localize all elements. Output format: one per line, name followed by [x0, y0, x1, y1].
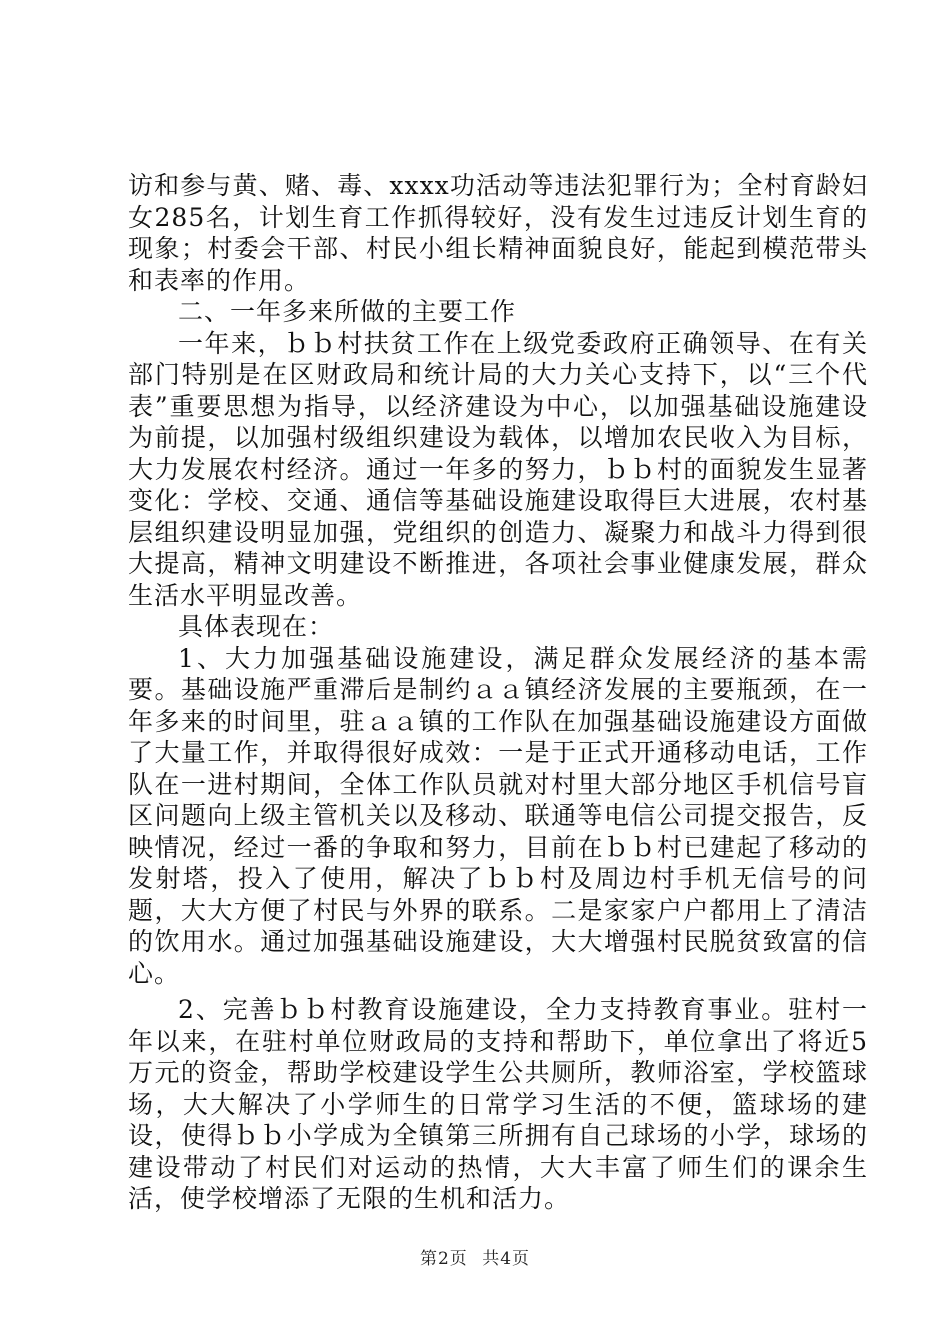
paragraph-continuation: 访和参与黄、赌、毒、xxxx功活动等违法犯罪行为；全村育龄妇女285名，计划生育工作抓得较好，没有发生过违反计划生育的现象；村委会干部、村民小组长精神面貌良好，能起到模范带头和表率的作用。 — [128, 171, 868, 295]
page-number: 第2页 — [419, 1249, 468, 1269]
section-heading: 二、一年多来所做的主要工作 — [178, 297, 517, 326]
page-footer — [0, 1244, 950, 1269]
page-total: 共4页 — [482, 1249, 531, 1269]
paragraph-infrastructure: 1、大力加强基础设施建设，满足群众发展经济的基本需要。基础设施严重滞后是制约ａａ镇经济发展的主要瓶颈，在一年多来的时间里，驻ａａ镇的工作队在加强基础设施建设方面做了大量工作，并取得很好成效：一是于正式开通移动电话，工作队在一进村期间，全体工作队员就对村里大部分地区手机信号盲区问题向上级主管机关以及移动、联通等电信公司提交报告，反映情况，经过一番的争取和努力，目前在ｂｂ村已建起了移动的发射塔，投入了使用，解决了ｂｂ村及周边村手机无信号的问题，大大方便了村民与外界的联系。二是家家户户都用上了清洁的饮用水。通过加强基础设施建设，大大增强村民脱贫致富的信心。 — [128, 643, 868, 988]
paragraph-details-intro: 具体表现在： — [178, 612, 335, 641]
document-body — [128, 170, 868, 1215]
paragraph-overview: 一年来，ｂｂ村扶贫工作在上级党委政府正确领导、在有关部门特别是在区财政局和统计局的大力关心支持下，以“三个代表”重要思想为指导，以经济建设为中心，以加强基础设施建设为前提，以加强村级组织建设为载体，以增加农民收入为目标，大力发展农村经济。通过一年多的努力，ｂｂ村的面貌发生显著变化：学校、交通、通信等基础设施建设取得巨大进展，农村基层组织建设明显加强，党组织的创造力、凝聚力和战斗力得到很大提高，精神文明建设不断推进，各项社会事业健康发展，群众生活水平明显改善。 — [128, 328, 868, 610]
paragraph-education: 2、完善ｂｂ村教育设施建设，全力支持教育事业。驻村一年以来，在驻村单位财政局的支持和帮助下，单位拿出了将近5万元的资金，帮助学校建设学生公共厕所，教师浴室，学校篮球场，大大解决了小学师生的日常学习生活的不便，篮球场的建设，使得ｂｂ小学成为全镇第三所拥有自己球场的小学，球场的建设带动了村民们对运动的热情，大大丰富了师生们的课余生活，使学校增添了无限的生机和活力。 — [128, 995, 868, 1213]
